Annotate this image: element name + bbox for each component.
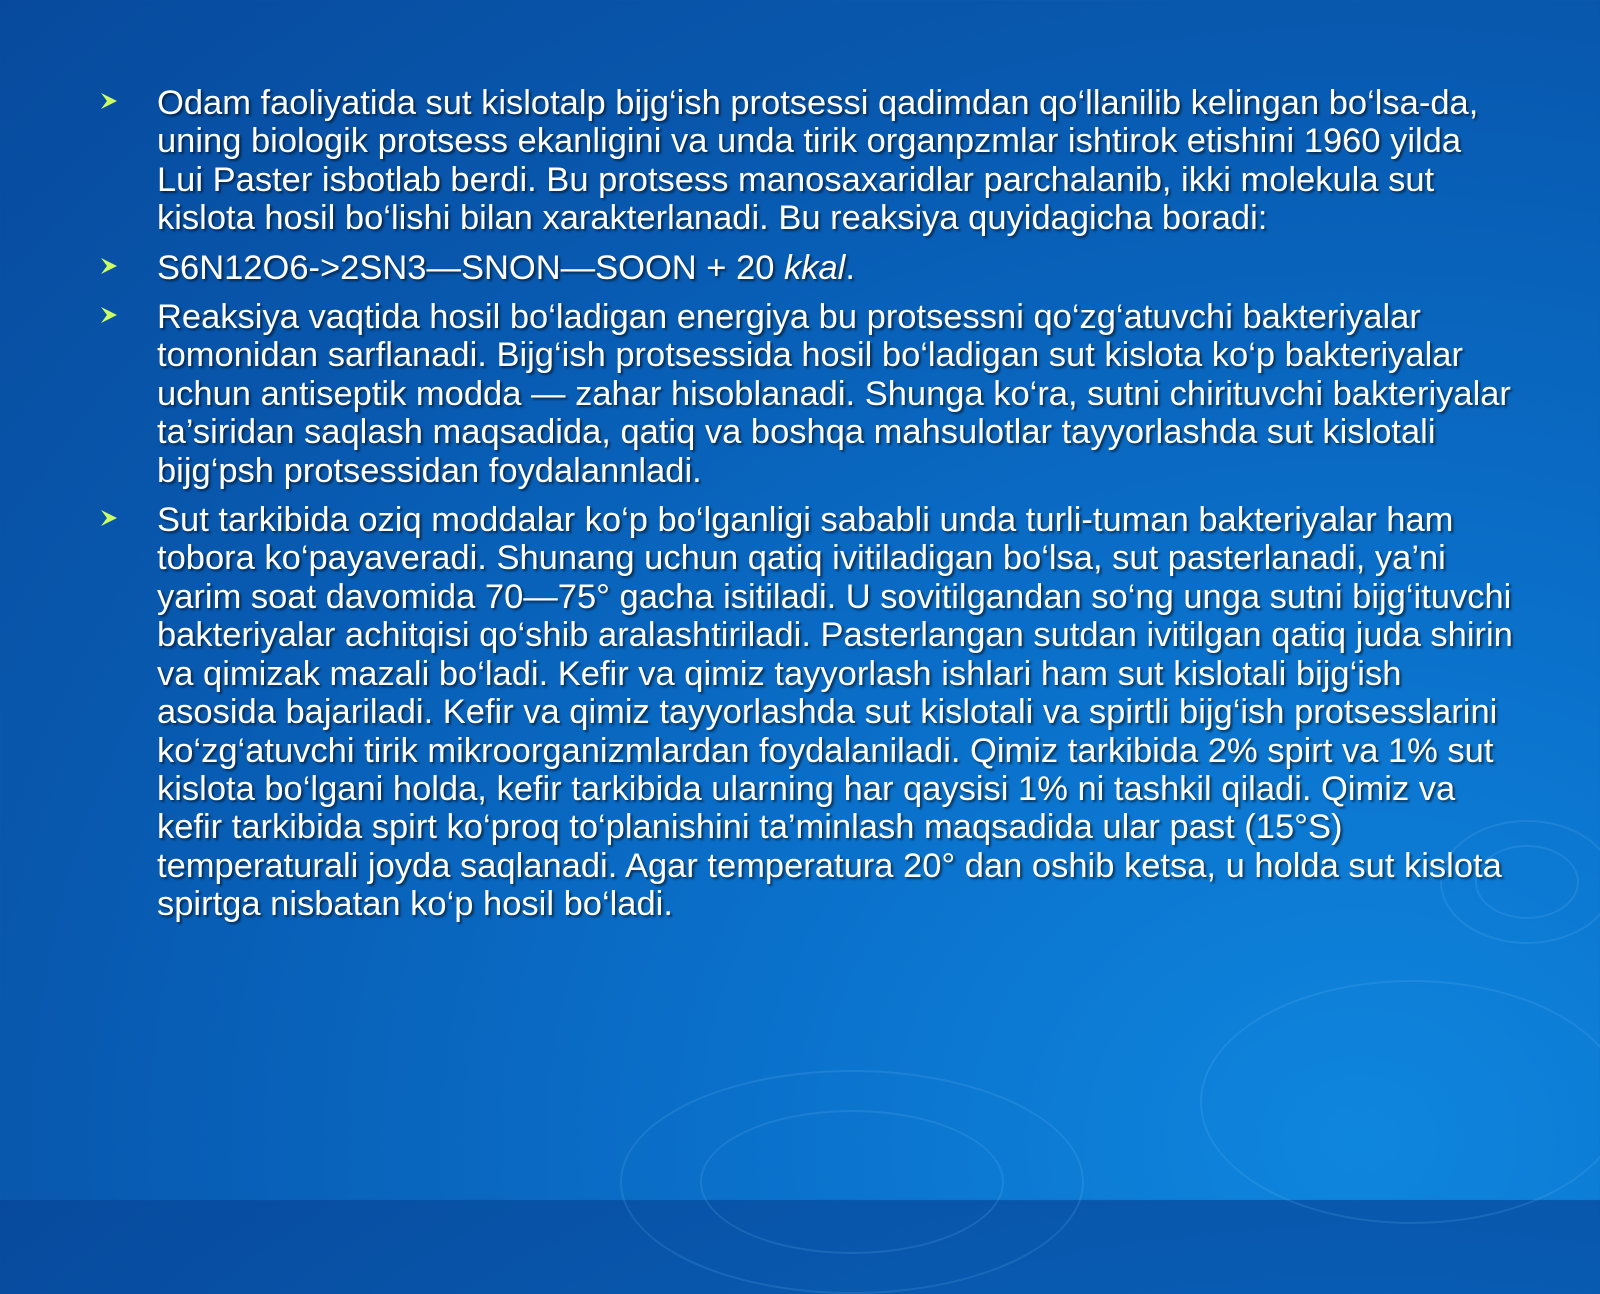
bullet-item [96, 501, 1516, 923]
arrowhead-bullet-icon [100, 509, 118, 527]
arrowhead-bullet-icon [100, 306, 118, 324]
formula-trailing: . [845, 248, 855, 287]
formula-text: S6N12O6->2SN3—SNON—SOON + 20 [157, 248, 784, 287]
bullet-item [96, 84, 1516, 238]
bullet-item-formula [96, 249, 1516, 287]
bullet-text: Odam faoliyatida sut kislotalp bijg‘ish protsessi qadimdan qo‘llanilib kelingan bo‘lsa-da, uning biologik protsess ekanligini va unda tirik organpzmlar ishtirok etishini 1960 yilda Lui Paster isbotlab berdi. Bu protsess manosaxaridlar parchalanib, ikki molekula sut kislota hosil bo‘lishi bilan xarakterlanadi. Bu reaksiya quyidagicha boradi: [157, 84, 1479, 238]
arrowhead-bullet-icon [100, 257, 118, 275]
ripple-decoration [1200, 980, 1600, 1224]
ripple-decoration [700, 1110, 1004, 1254]
slide-content [96, 84, 1516, 935]
bullet-text: Reaksiya vaqtida hosil bo‘ladigan energiya bu protsessni qo‘zg‘atuvchi bakteriyalar tomonidan sarflanadi. Bijg‘ish protsessida hosil bo‘ladigan sut kislota ko‘p bakteriyalar uchun antiseptik modda — zahar hisoblanadi. Shunga ko‘ra, sutni chirituvchi bakteriyalar ta’siridan saqlash maqsadida, qatiq va boshqa mahsulotlar tayyorlashda sut kislotali bijg‘psh protsessidan foydalannladi. [157, 298, 1511, 490]
formula-unit: kkal [784, 248, 846, 287]
arrowhead-bullet-icon [100, 92, 118, 110]
ripple-decoration [620, 1070, 1084, 1294]
bullet-text: Sut tarkibida oziq moddalar ko‘p bo‘lganligi sababli unda turli-tuman bakteriyalar ham tobora ko‘payaveradi. Shunang uchun qatiq ivitiladigan bo‘lsa, sut pasterlanadi, ya’ni yarim soat davomida 70—75° gacha isitiladi. U sovitilgandan so‘ng unga sutni bijg‘ituvchi bakteriyalar achitqisi qo‘shib aralashtiriladi. Pasterlangan sutdan ivitilgan qatiq juda shirin va qimizak mazali bo‘ladi. Kefir va qimiz tayyorlash ishlari ham sut kislotali bijg‘ish asosida bajariladi. Kefir va qimiz tayyorlashda sut kislotali va spirtli bijg‘ish protsesslarini ko‘zg‘atuvchi tirik mikroorganizmlardan foydalaniladi. Qimiz tarkibida 2% spirt va 1% sut kislota bo‘lgani holda, kefir tarkibida ularning har qaysisi 1% ni tashkil qiladi. Qimiz va kefir tarkibida spirt ko‘proq to‘planishini ta’minlash maqsadida ular past (15°S) temperaturali joyda saqlanadi. Agar temperatura 20° dan oshib ketsa, u holda sut kislota spirtga nisbatan ko‘p hosil bo‘ladi. [157, 501, 1513, 924]
bullet-list [96, 84, 1516, 924]
bullet-item [96, 298, 1516, 490]
